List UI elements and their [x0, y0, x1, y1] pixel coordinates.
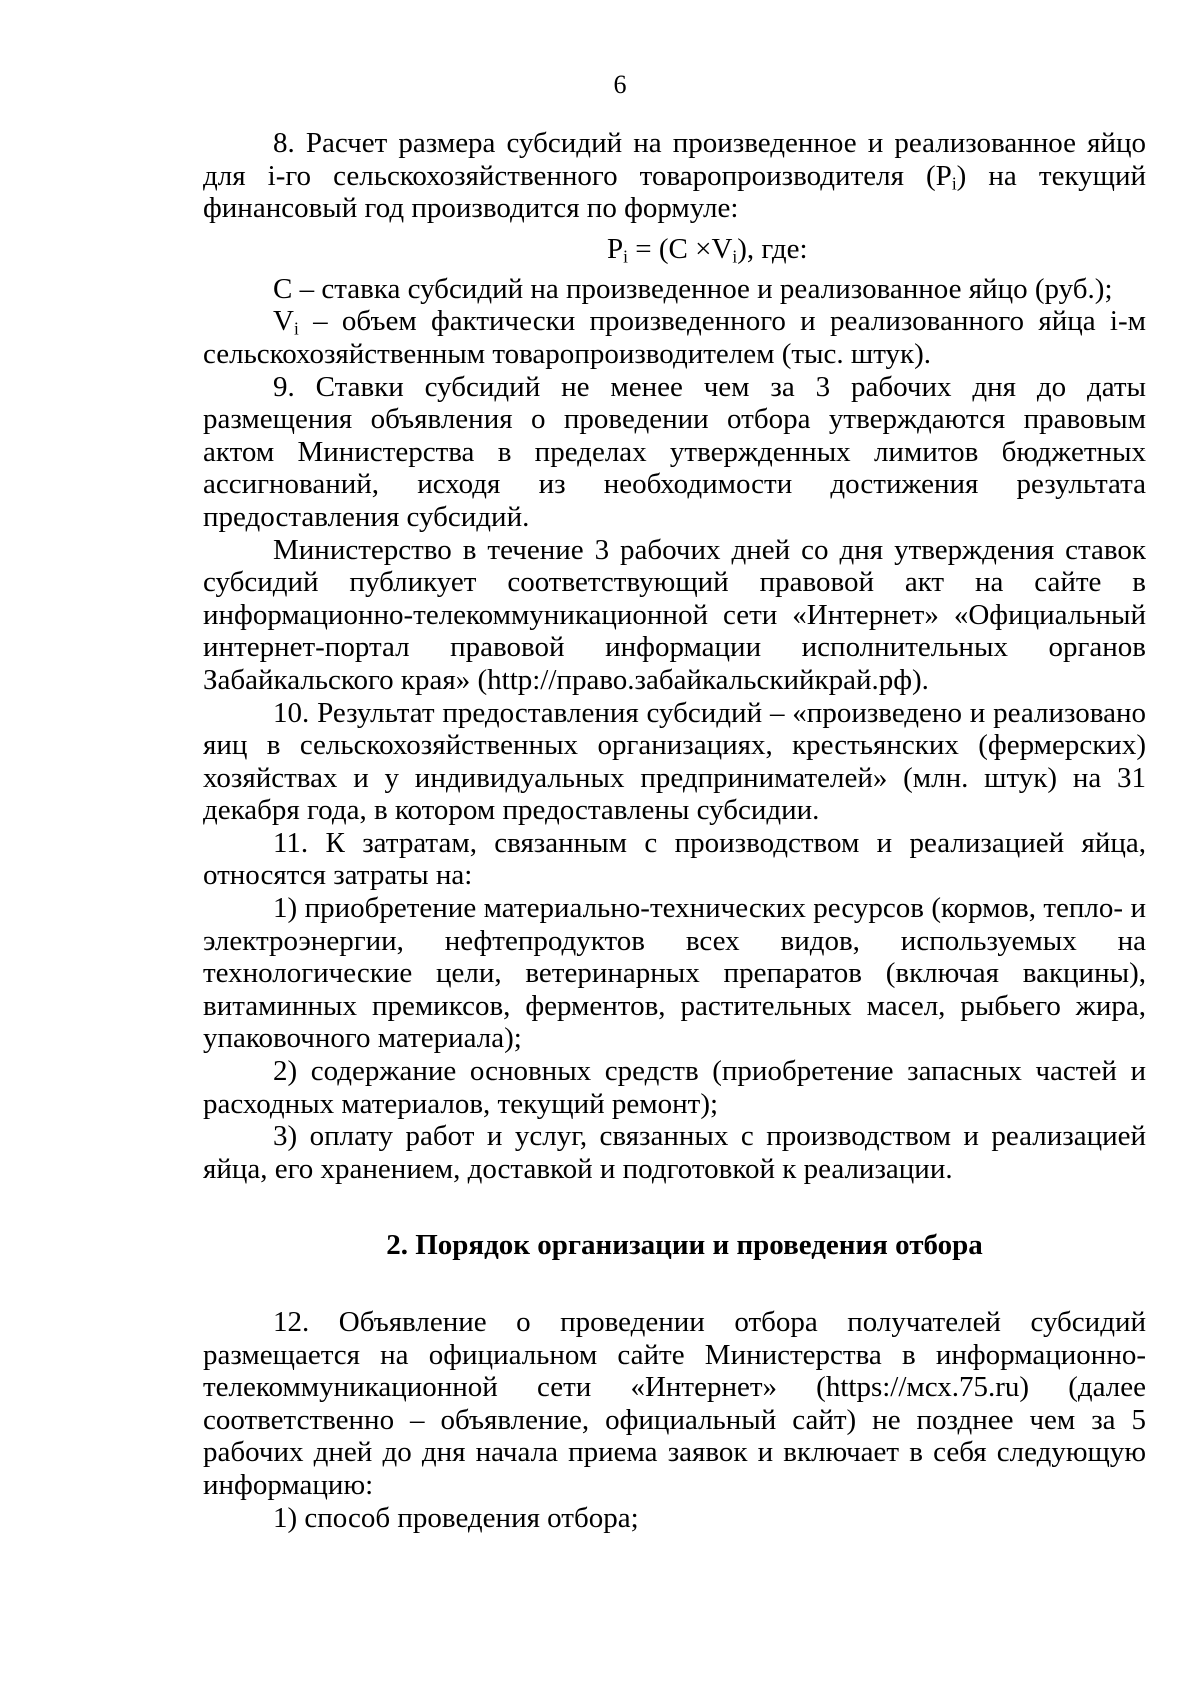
definition-v-start: V: [273, 305, 294, 338]
section-heading: 2. Порядок организации и проведения отбора: [386, 1229, 983, 1262]
definition-v-subscript: i: [293, 318, 299, 339]
formula-subscript-2: i: [732, 246, 738, 267]
paragraph-12-item-1: 1) способ проведения отбора;: [273, 1501, 639, 1534]
formula-subscript-1: i: [623, 246, 628, 267]
paragraph-8-text: 8. Расчет размера субсидий на произведенное и реализованное яйцо для i-го сельскохозяйственного товаропроизводителя (P: [203, 127, 1146, 192]
paragraph-12: 12. Объявление о проведении отбора получателей субсидий размещается на официальном сайте Министерства в информационно-телекоммуникационной сети «Интернет» (https://мсх.75.ru) (далее соответственно – объявление, официальный сайт) не позднее чем за 5 рабочих дней до дня начала приема заявок и включает в себя следующую информацию:: [203, 1306, 1146, 1501]
paragraph-10: 10. Результат предоставления субсидий – «произведено и реализовано яиц в сельскохозяйственных организациях, крестьянских (фермерских) хозяйствах и у индивидуальных предпринимателей» (млн. штук) на 31 декабря года, в котором предоставлены субсидии.: [203, 696, 1146, 827]
formula-p: P: [607, 232, 624, 265]
definition-v-end: – объем фактически произведенного и реализованного яйца i-м сельскохозяйственным товаропроизводителем (тыс. штук).: [203, 305, 1146, 370]
paragraph-11: 11. К затратам, связанным с производством и реализацией яйца, относятся затраты на:: [203, 826, 1146, 892]
paragraph-11-item-1: 1) приобретение материально-технических ресурсов (кормов, тепло- и электроэнергии, нефтепродуктов всех видов, используемых на технологические цели, ветеринарных препаратов (включая вакцины), витаминных премиксов, ферментов, растительных масел, рыбьего жира, упаковочного материала);: [203, 892, 1146, 1055]
paragraph-9-continued: Министерство в течение 3 рабочих дней со дня утверждения ставок субсидий публикует соответствующий правовой акт на сайте в информационно-телекоммуникационной сети «Интернет» «Официальный интернет-портал правовой информации исполнительных органов Забайкальского края» (http://право.забайкальскийкрай.рф).: [203, 533, 1146, 696]
paragraph-8-end: ) на текущий финансовый год производится по формуле:: [203, 159, 1146, 225]
page-number: 6: [613, 70, 627, 99]
document-body: [203, 127, 1146, 1534]
formula-end: ), где:: [737, 232, 808, 265]
formula-middle: = (C ×V: [627, 232, 733, 265]
paragraph-11-item-2: 2) содержание основных средств (приобретение запасных частей и расходных материалов, текущий ремонт);: [203, 1055, 1146, 1120]
subscript-i: i: [951, 172, 957, 193]
definition-v: [203, 305, 1146, 370]
paragraph-8: [203, 127, 1146, 225]
definition-c: C – ставка субсидий на произведенное и реализованное яйцо (руб.);: [273, 272, 1113, 305]
paragraph-11-item-3: 3) оплату работ и услуг, связанных с производством и реализацией яйца, его хранением, доставкой и подготовкой к реализации.: [203, 1120, 1146, 1185]
paragraph-9: 9. Ставки субсидий не менее чем за 3 рабочих дня до даты размещения объявления о проведении отбора утверждаются правовым актом Министерства в пределах утвержденных лимитов бюджетных ассигнований, исходя из необходимости достижения результата предоставления субсидий.: [203, 370, 1146, 533]
formula: [203, 225, 1146, 273]
